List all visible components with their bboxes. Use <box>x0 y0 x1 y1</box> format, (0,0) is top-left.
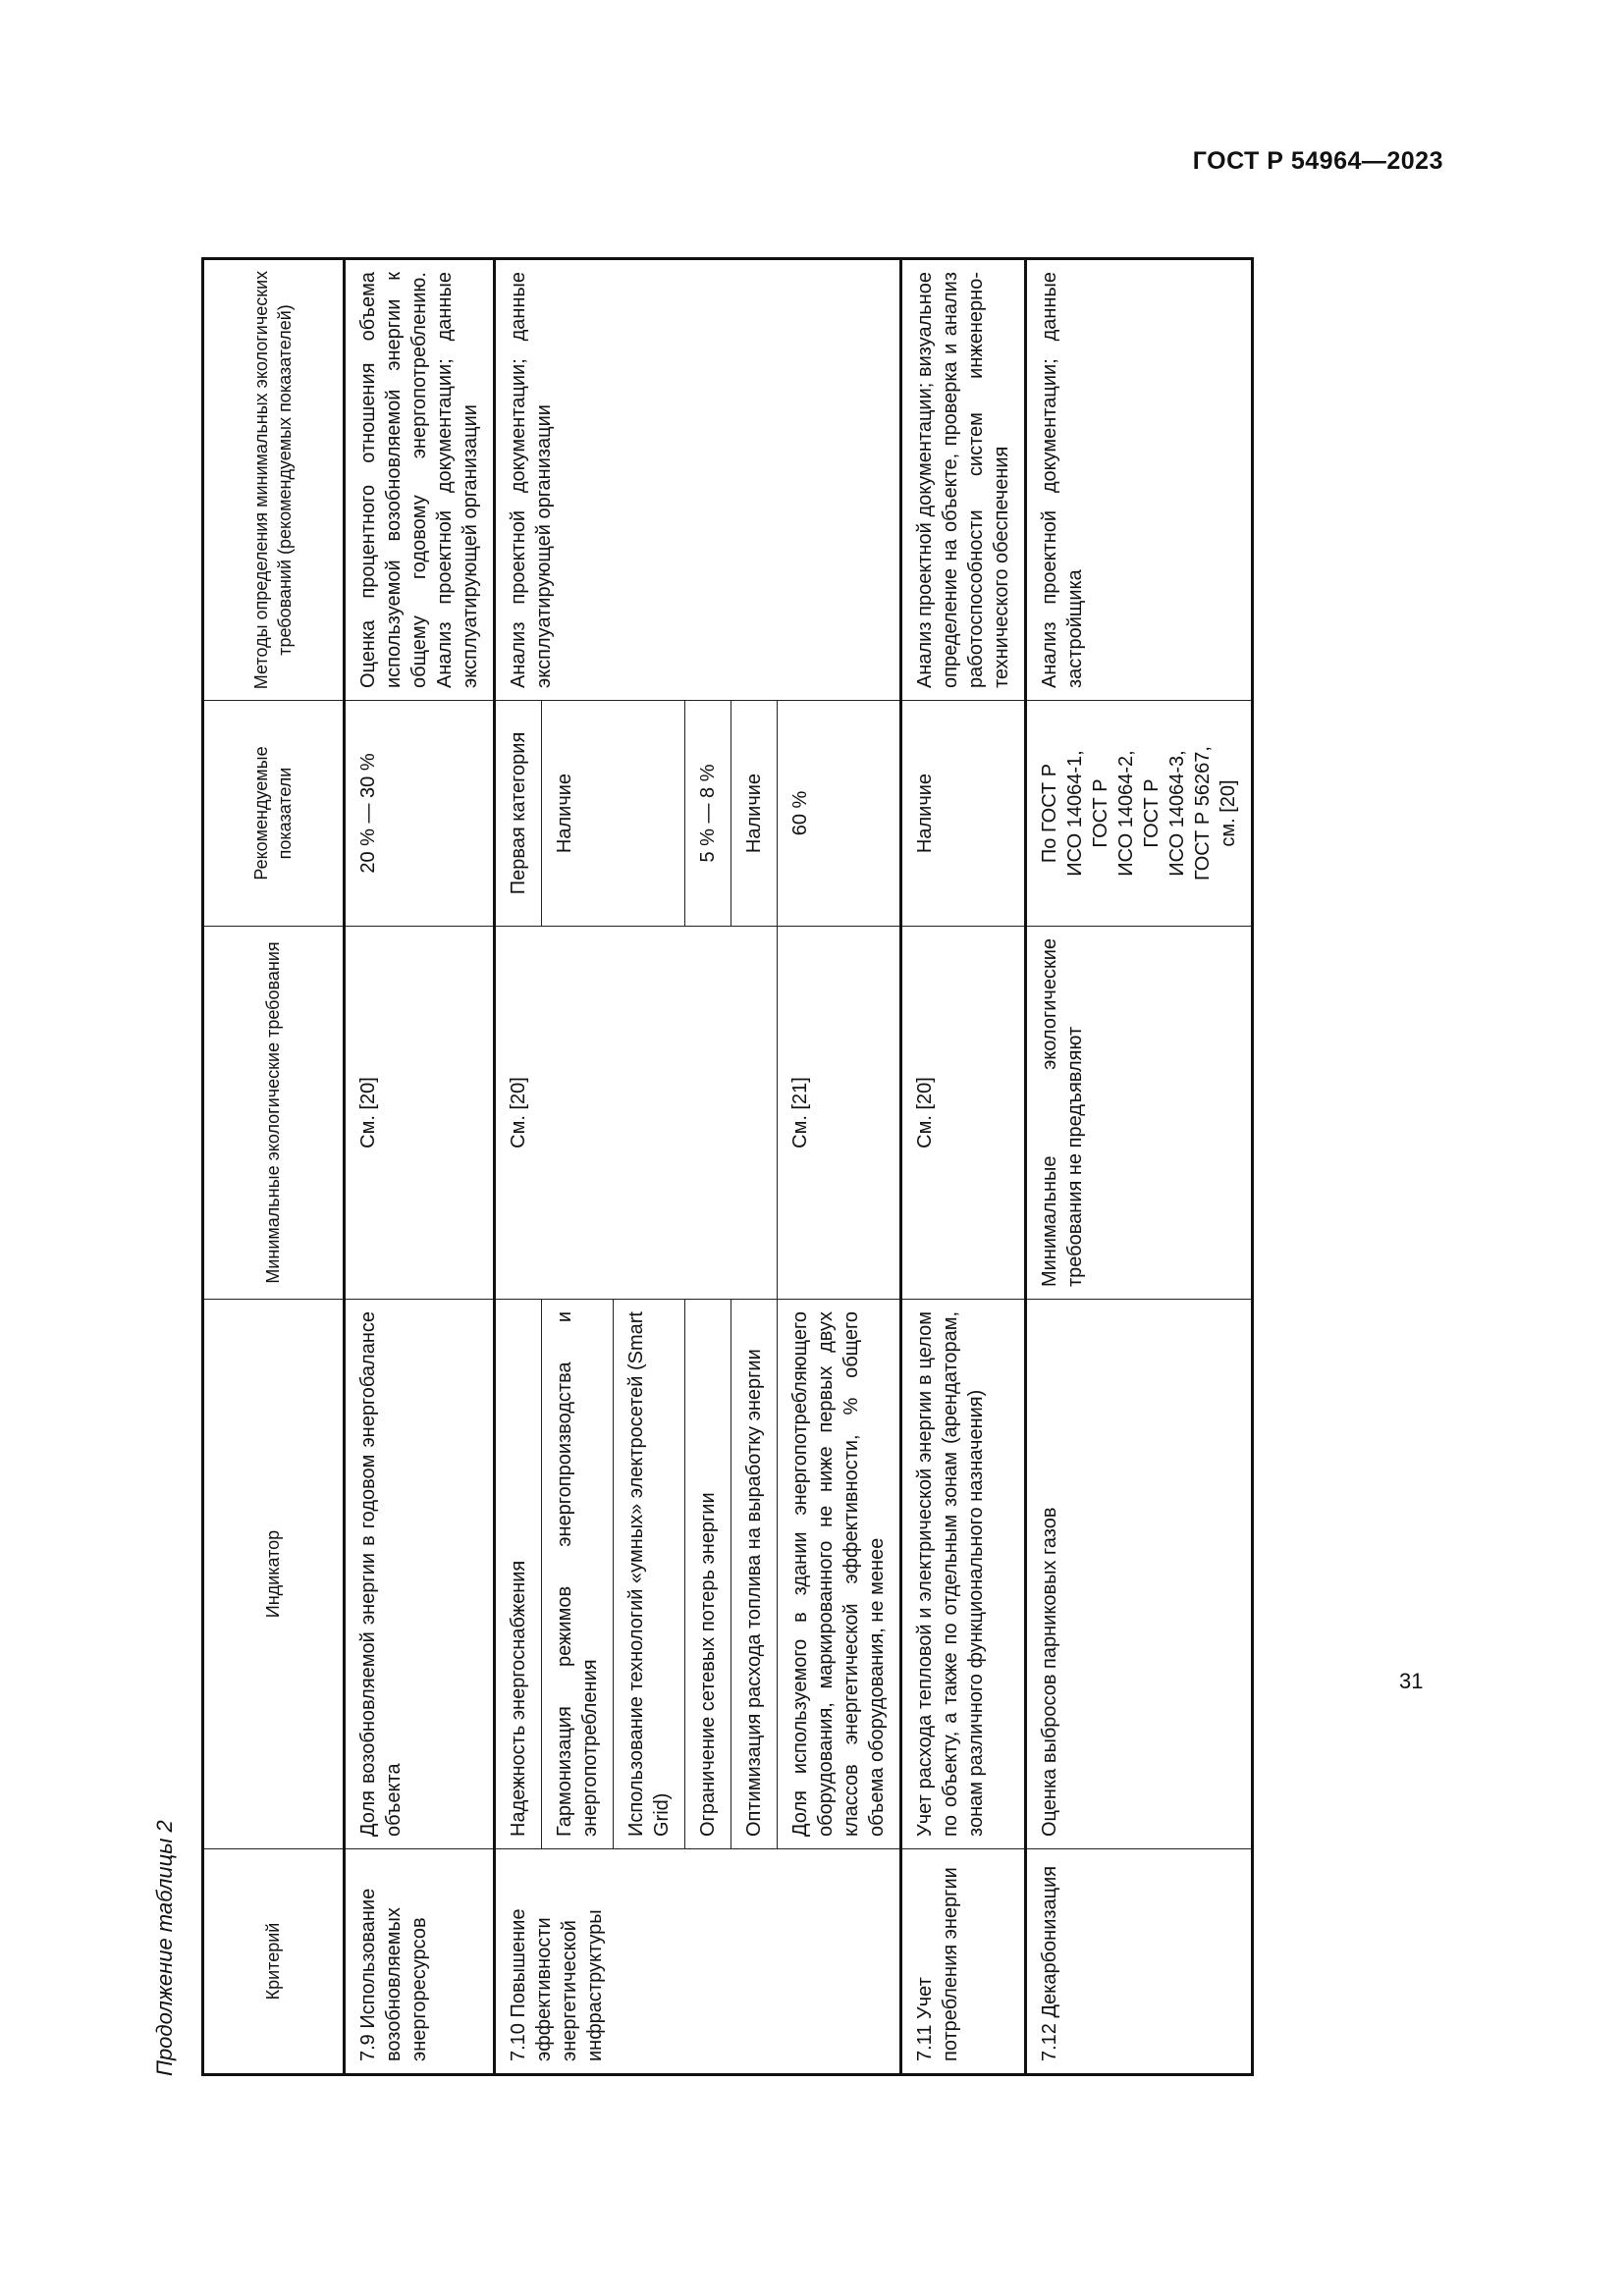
recommended-cell: 5 % — 8 % <box>685 701 731 927</box>
recommended-line: ИСО 14064-3, <box>1166 750 1188 877</box>
table-row-7-9 <box>345 259 495 2075</box>
col-header-criterion: Критерий <box>203 1849 345 2075</box>
recommended-cell: Наличие <box>542 701 685 927</box>
indicator-cell: Доля используемого в здании энергопотребляющего оборудования, маркированного не ниже первых двух классов энергетической эффективности, % общего объема оборудования, не менее <box>778 1300 901 1849</box>
recommended-cell: Первая категория <box>495 701 542 927</box>
recommended-line: ГОСТ Р <box>1141 778 1163 848</box>
indicator-cell: Оценка выбросов парниковых газов <box>1026 1300 1253 1849</box>
indicator-cell: Доля возобновляемой энергии в годовом энергобалансе объекта <box>345 1300 495 1849</box>
table-row-7-11 <box>901 259 1026 2075</box>
min-requirement-cell: Минимальные экологические требования не предъявляют <box>1026 927 1253 1300</box>
recommended-cell: 60 % <box>778 701 901 927</box>
method-cell: Анализ проектной документации; визуальное определение на объекте, проверка и анализ работоспособности систем инженерно-технического обеспечения <box>901 259 1026 701</box>
col-header-min-requirements: Минимальные экологические требования <box>203 927 345 1300</box>
recommended-line: ГОСТ Р 56267, <box>1192 746 1214 881</box>
min-requirement-cell: См. [20] <box>495 927 778 1300</box>
recommended-cell: 20 % — 30 % <box>345 701 495 927</box>
indicator-cell: Надежность энергоснабжения <box>495 1300 542 1849</box>
table-row-7-12 <box>1026 259 1253 2075</box>
recommended-cell: Наличие <box>731 701 778 927</box>
method-cell: Оценка процентного отношения объема используемой возобновляемой энергии к общему годовому энергопотреблению. Анализ проектной документации; данные эксплуатирующей организации <box>345 259 495 701</box>
criterion-cell: 7.12 Декарбонизация <box>1026 1849 1253 2075</box>
indicator-cell: Гармонизация режимов энергопроизводства и энергопотребления <box>542 1300 614 1849</box>
method-cell: Анализ проектной документации; данные эксплуатирующей организации <box>495 259 901 701</box>
table-header-row <box>203 259 345 2075</box>
min-requirement-cell: См. [20] <box>345 927 495 1300</box>
recommended-cell: Наличие <box>901 701 1026 927</box>
table-caption: Продолжение таблицы 2 <box>152 1820 177 2076</box>
indicator-cell: Использование технологий «умных» электросетей (Smart Grid) <box>614 1300 685 1849</box>
col-header-methods: Методы определения минимальных экологических требований (рекомендуемых показателей) <box>203 259 345 701</box>
method-cell: Анализ проектной документации; данные застройщика <box>1026 259 1253 701</box>
requirements-table <box>201 257 1254 2076</box>
recommended-line: ИСО 14064-2, <box>1115 750 1137 877</box>
indicator-cell: Ограничение сетевых потерь энергии <box>685 1300 731 1849</box>
col-header-indicator: Индикатор <box>203 1300 345 1849</box>
criterion-cell: 7.10 Повышение эффективности энергетической инфраструктуры <box>495 1849 901 2075</box>
min-requirement-cell: См. [21] <box>778 927 901 1300</box>
recommended-line: ГОСТ Р <box>1090 778 1111 848</box>
recommended-line: см. [20] <box>1218 779 1239 847</box>
recommended-line: По ГОСТ Р <box>1039 763 1060 864</box>
table-row-7-10 <box>495 259 542 2075</box>
col-header-recommended: Рекомендуемые показатели <box>203 701 345 927</box>
recommended-line: ИСО 14064-1, <box>1064 750 1086 877</box>
indicator-cell: Учет расхода тепловой и электрической энергии в целом по объекту, а также по отдельным зонам (арендаторам, зонам различного функционального назначения) <box>901 1300 1026 1849</box>
recommended-cell <box>1026 701 1253 927</box>
criterion-cell: 7.9 Использование возобновляемых энергоресурсов <box>345 1849 495 2075</box>
indicator-cell: Оптимизация расхода топлива на выработку энергии <box>731 1300 778 1849</box>
criterion-cell: 7.11 Учет потребления энергии <box>901 1849 1026 2075</box>
standard-header: ГОСТ Р 54964—2023 <box>1192 147 1443 175</box>
page-number: 31 <box>1399 1669 1424 1693</box>
min-requirement-cell: См. [20] <box>901 927 1026 1300</box>
rotated-table-layer <box>152 216 1389 2081</box>
